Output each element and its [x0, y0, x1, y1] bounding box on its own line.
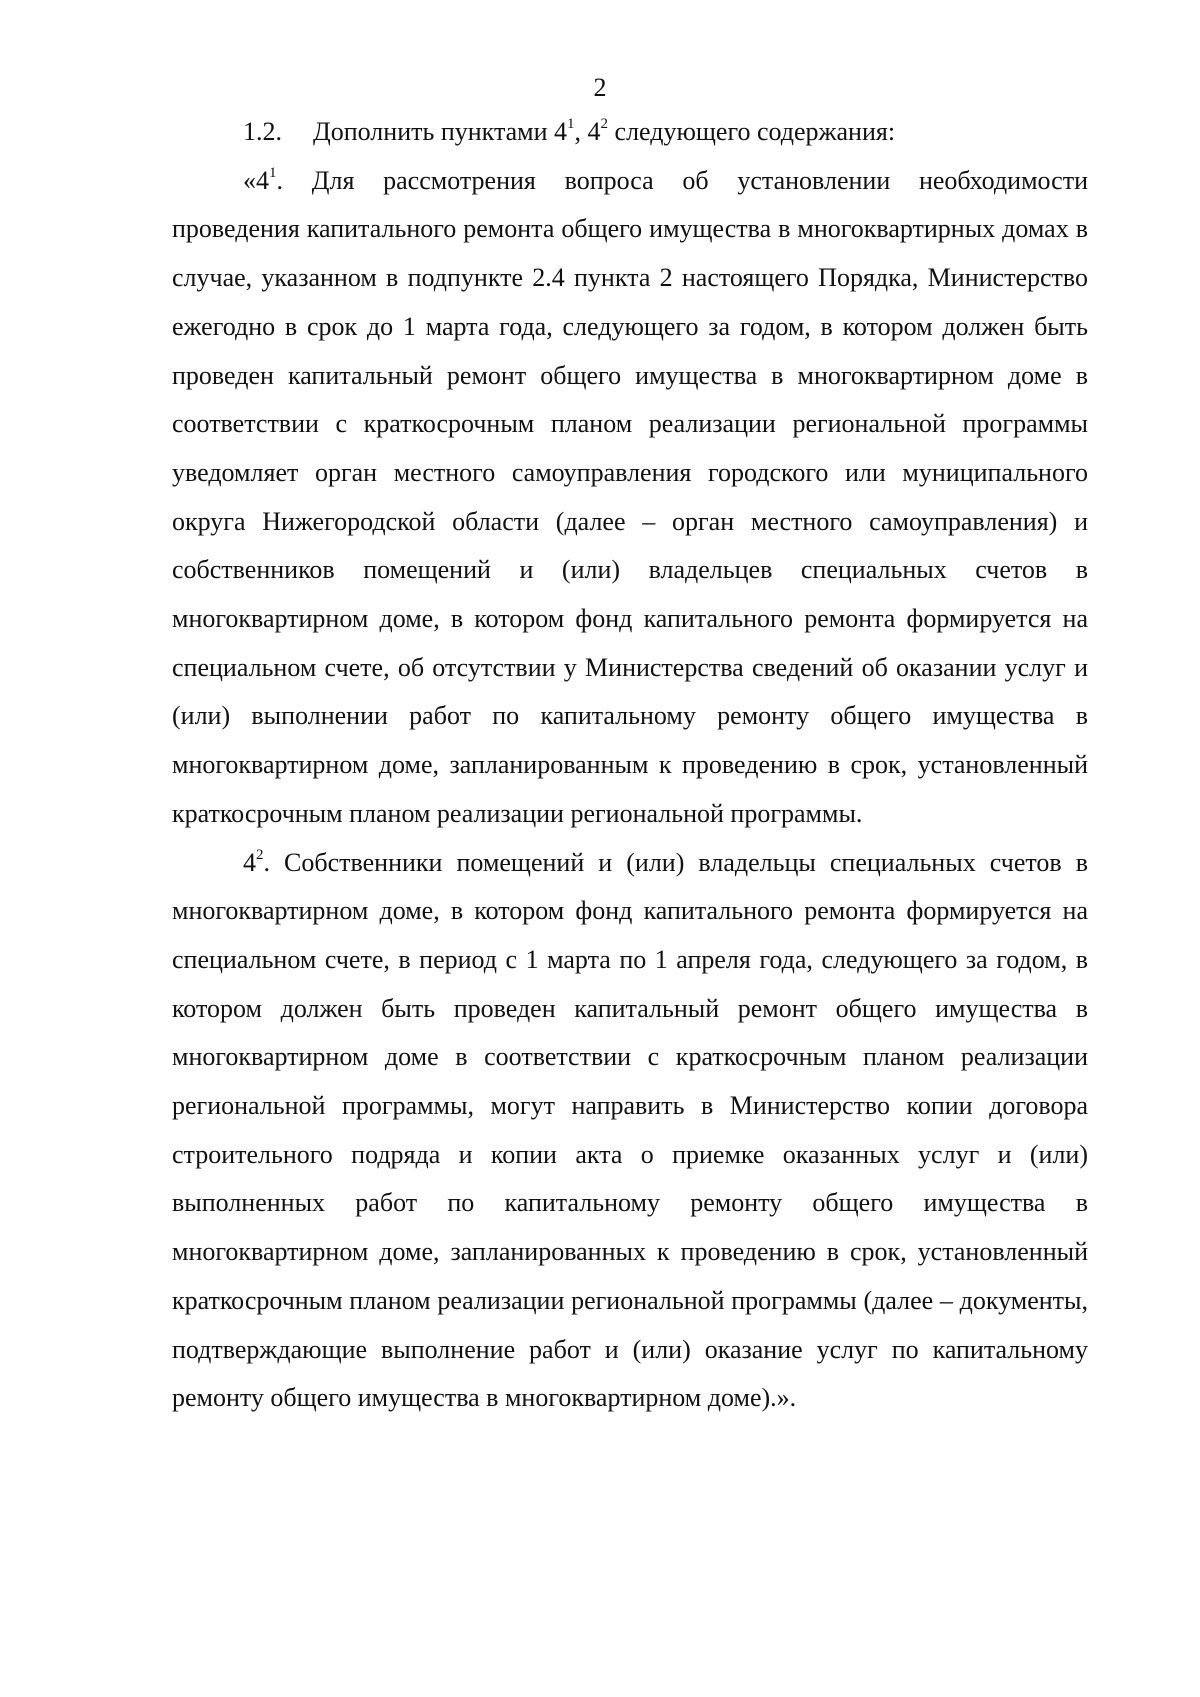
item-4-1-text: . Для рассмотрения вопроса об установлении необходимости проведения капитального ремонта общего имущества в многоквартирных домах в случае, указанном в подпункте 2.4 пункта 2 настоящего Порядка, Министерство ежегодно в срок до 1 марта года, следующего за годом, в котором должен быть проведен капитальный ремонт общего имущества в многоквартирном доме в соответствии с краткосрочным планом реализации региональной программы уведомляет орган местного самоуправления городского или муниципального округа Нижегородской области (далее – орган местного самоуправления) и собственников помещений и (или) владельцев специальных счетов в многоквартирном доме, в котором фонд капитального ремонта формируется на специальном счете, об отсутствии у Министерства сведений об оказании услуг и (или) выполнении работ по капитальному ремонту общего имущества в многоквартирном доме, запланированным к проведению в срок, установленный краткосрочным планом реализации региональной программы. — [172, 165, 1088, 828]
paragraph-item-4-1 — [172, 157, 1088, 839]
section-heading — [172, 108, 1088, 157]
item-4-2-text: . Собственники помещений и (или) владельцы специальных счетов в многоквартирном доме, в котором фонд капитального ремонта формируется на специальном счете, в период с 1 марта по 1 апреля года, следующего за годом, в котором должен быть проведен капитальный ремонт общего имущества в многоквартирном доме в соответствии с краткосрочным планом реализации региональной программы, могут направить в Министерство копии договора строительного подряда и копии акта о приемке оказанных услуг и (или) выполненных работ по капитальному ремонту общего имущества в многоквартирном доме, запланированных к проведению в срок, установленный краткосрочным планом реализации региональной программы (далее – документы, подтверждающие выполнение работ и (или) оказание услуг по капитальному ремонту общего имущества в многоквартирном доме).». — [172, 847, 1088, 1413]
section-text-b: , 4 — [574, 117, 601, 146]
page-number: 2 — [593, 73, 607, 102]
document-body — [172, 108, 1088, 1423]
paragraph-item-4-2 — [172, 839, 1088, 1423]
section-sup-a: 1 — [567, 116, 575, 133]
item-4-1-sup: 1 — [269, 165, 277, 182]
section-text-c: следующего содержания: — [608, 117, 896, 146]
item-4-2-sup: 2 — [256, 846, 264, 863]
section-number: 1.2. — [243, 117, 282, 146]
item-4-1-prefix: «4 — [243, 165, 269, 195]
item-4-2-prefix: 4 — [243, 847, 256, 877]
section-sup-b: 2 — [600, 116, 609, 133]
section-text-a: Дополнить пунктами 4 — [313, 117, 568, 146]
